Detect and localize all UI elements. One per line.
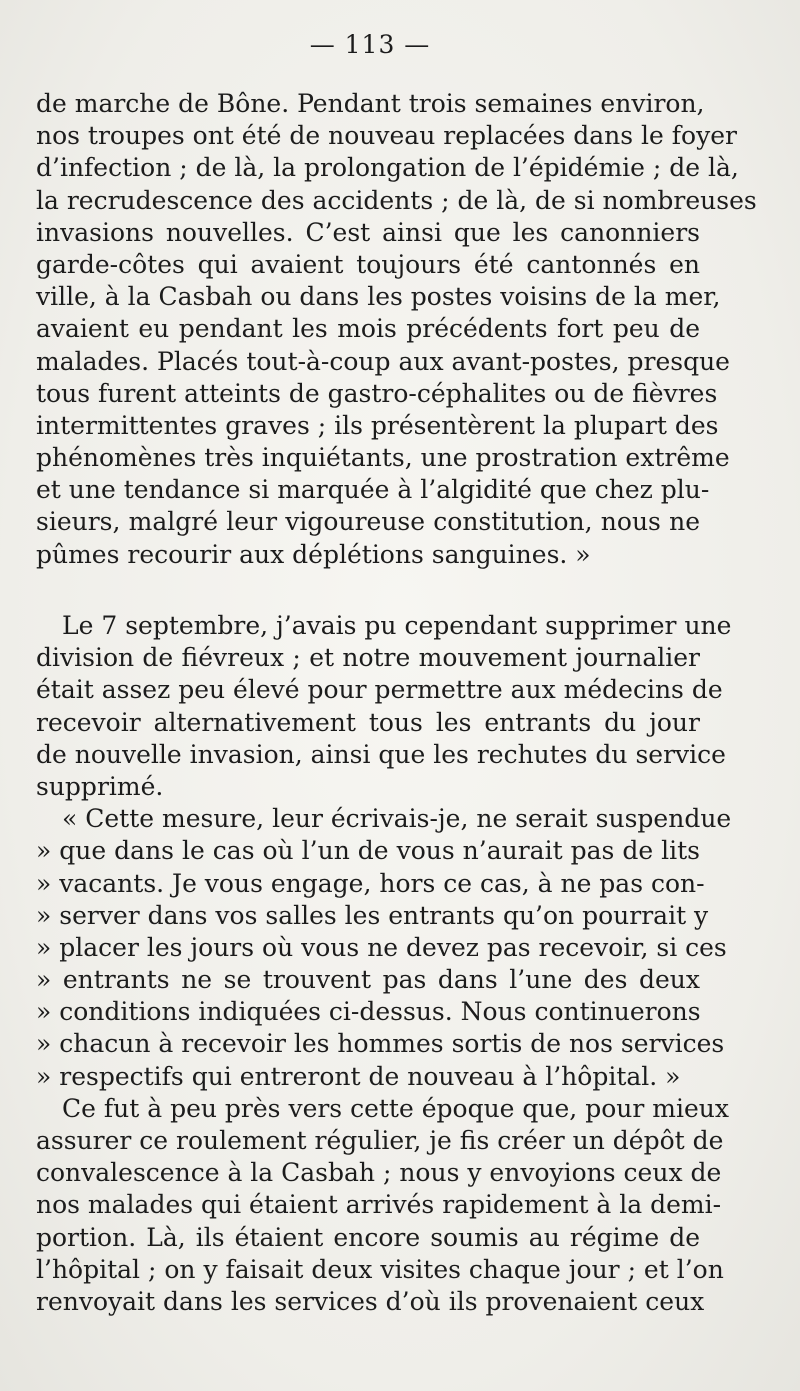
text-line: » que dans le cas où l’un de vous n’aurait pas de lits	[36, 836, 700, 866]
paragraph-body	[36, 610, 732, 1318]
text-line: portion. Là, ils étaient encore soumis au régime de	[36, 1222, 700, 1252]
text-line: division de fiévreux ; et notre mouvement journalier	[36, 643, 700, 673]
text-line: invasions nouvelles. C’est ainsi que les canonniers	[36, 217, 700, 247]
paragraph-quote-end	[36, 88, 757, 571]
text-line: « Cette mesure, leur écrivais-je, ne serait suspendue	[62, 804, 732, 834]
text-line: convalescence à la Casbah ; nous y envoyions ceux de	[36, 1158, 722, 1188]
text-line: » conditions indiquées ci-dessus. Nous continuerons	[36, 997, 701, 1027]
text-line: recevoir alternativement tous les entrants du jour	[36, 707, 700, 737]
text-line: » vacants. Je vous engage, hors ce cas, à ne pas con-	[36, 868, 705, 898]
text-line: nos malades qui étaient arrivés rapidement à la demi-	[36, 1190, 722, 1220]
text-line: Le 7 septembre, j’avais pu cependant supprimer une	[62, 611, 732, 640]
text-line: garde-côtes qui avaient toujours été cantonnés en	[36, 249, 700, 279]
text-line: d’infection ; de là, la prolongation de l’épidémie ; de là,	[36, 153, 739, 183]
text-line: de marche de Bône. Pendant trois semaines environ,	[36, 89, 705, 118]
text-line: assurer ce roulement régulier, je fis créer un dépôt de	[36, 1126, 724, 1155]
text-line: » placer les jours où vous ne devez pas recevoir, si ces	[36, 932, 727, 962]
text-line: avaient eu pendant les mois précédents fort peu de	[36, 314, 700, 344]
text-line: » entrants ne se trouvent pas dans l’une des deux	[36, 965, 700, 995]
text-line: pûmes recourir aux déplétions sanguines. »	[36, 539, 591, 569]
text-line: Ce fut à peu près vers cette époque que, pour mieux	[62, 1093, 729, 1123]
text-line: renvoyait dans les services d’où ils provenaient ceux	[36, 1286, 705, 1316]
text-line: nos troupes ont été de nouveau replacées dans le foyer	[36, 121, 737, 151]
text-line: tous furent atteints de gastro-céphalites ou de fièvres	[36, 378, 718, 408]
text-line: l’hôpital ; on y faisait deux visites chaque jour ; et l’on	[36, 1254, 724, 1284]
page-number: — 113 —	[309, 30, 431, 59]
text-line: la recrudescence des accidents ; de là, de si nombreuses	[36, 185, 757, 215]
text-line: était assez peu élevé pour permettre aux médecins de	[36, 675, 723, 705]
text-line: » chacun à recevoir les hommes sortis de nos services	[36, 1029, 725, 1059]
text-line: » respectifs qui entreront de nouveau à l’hôpital. »	[36, 1061, 681, 1091]
text-line: de nouvelle invasion, ainsi que les rechutes du service	[36, 739, 726, 769]
text-line: supprimé.	[36, 771, 164, 801]
text-line: malades. Placés tout-à-coup aux avant-postes, presque	[36, 346, 730, 376]
text-line: sieurs, malgré leur vigoureuse constitution, nous ne	[36, 507, 700, 537]
text-line: » server dans vos salles les entrants qu’on pourrait y	[36, 900, 709, 930]
text-line: phénomènes très inquiétants, une prostration extrême	[36, 443, 730, 473]
text-line: et une tendance si marquée à l’algidité que chez plu-	[36, 475, 710, 505]
text-line: intermittentes graves ; ils présentèrent la plupart des	[36, 410, 719, 440]
text-line: ville, à la Casbah ou dans les postes voisins de la mer,	[36, 282, 721, 312]
